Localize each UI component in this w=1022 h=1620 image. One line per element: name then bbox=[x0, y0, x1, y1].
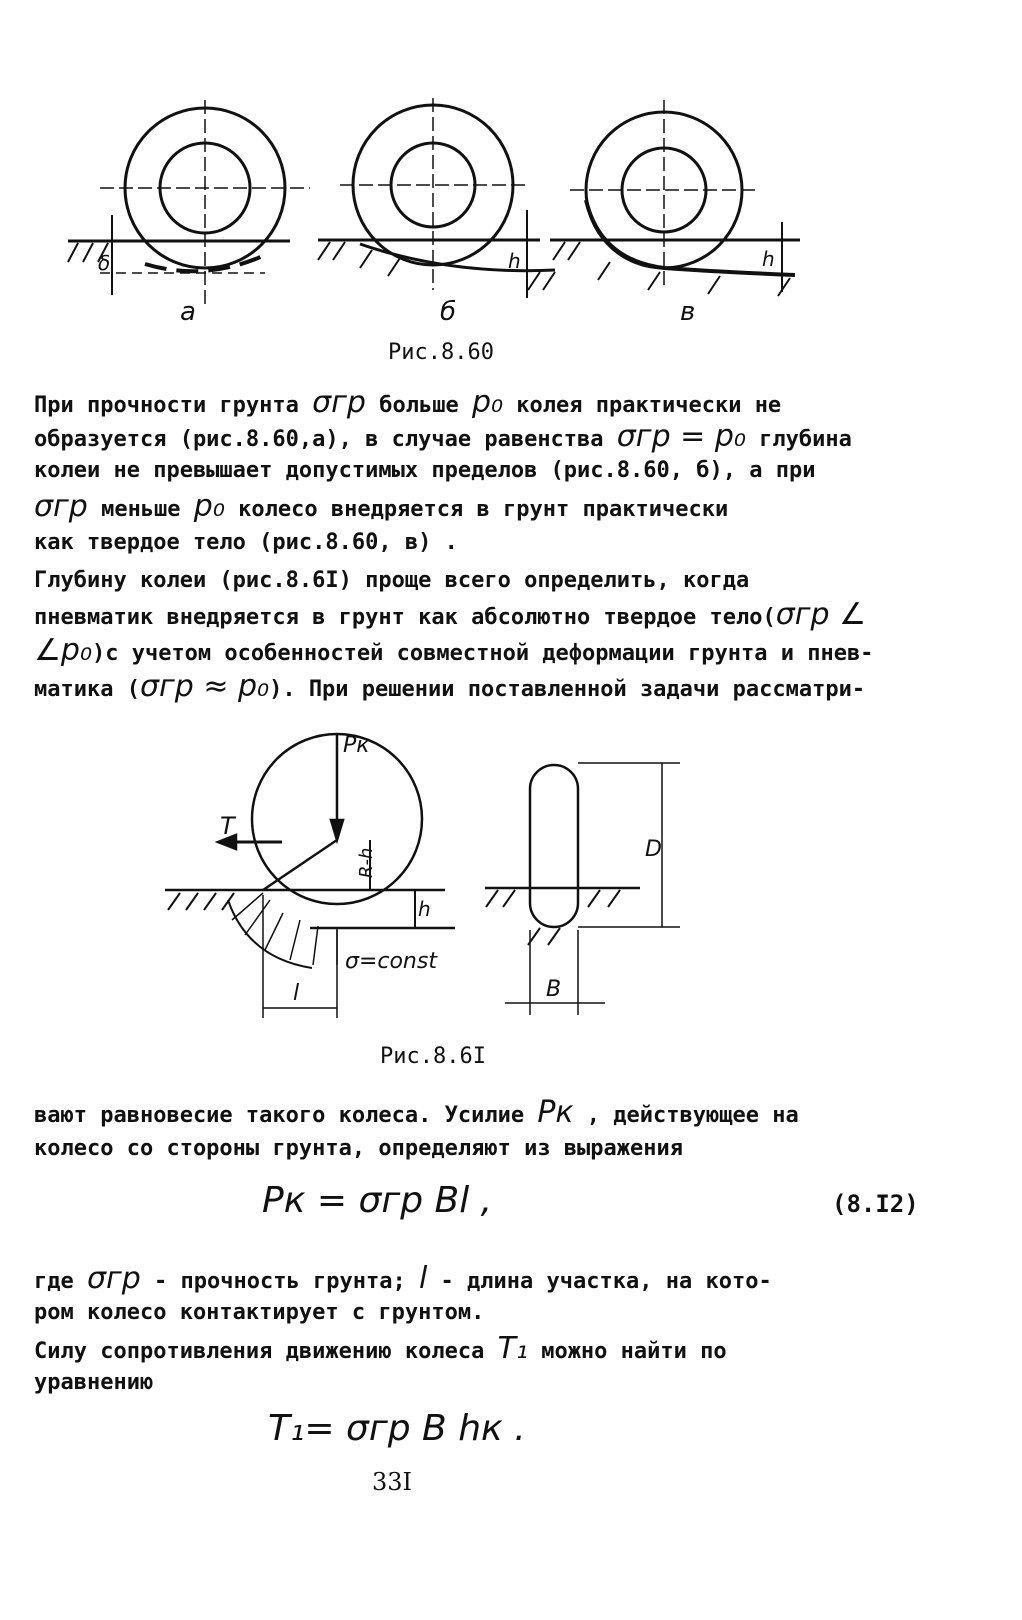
text-line: уравнению bbox=[34, 1370, 154, 1395]
page-number: 33I bbox=[372, 1468, 413, 1496]
text-line: пневматик внедряется в грунт как абсолютно твердое тело(σгр ∠ bbox=[34, 597, 866, 632]
handwritten-math: σгр bbox=[86, 1261, 141, 1296]
label-l: l bbox=[293, 981, 300, 1006]
label-v: в bbox=[680, 297, 696, 327]
text-line: Силу сопротивления движению колеса T₁ можно найти по bbox=[34, 1331, 727, 1366]
handwritten-math: σгр ∠ bbox=[775, 597, 866, 632]
text-line: Глубину колеи (рис.8.6I) проще всего определить, когда bbox=[34, 568, 750, 593]
text-line: образуется (рис.8.60,а), в случае равенства σгр = p₀ глубина bbox=[34, 419, 852, 454]
text-line: как твердое тело (рис.8.60, в) . bbox=[34, 530, 458, 555]
equation-number: (8.I2) bbox=[832, 1190, 919, 1218]
handwritten-math: T₁ bbox=[497, 1331, 528, 1366]
label-sigma-const: σ=const bbox=[345, 949, 437, 974]
label-b: б bbox=[440, 297, 457, 327]
equation-t1: T₁= σгр B hк . bbox=[268, 1408, 526, 1449]
label-d: D bbox=[645, 837, 662, 862]
text-line: где σгр - прочность грунта; l - длина участка, на кото- bbox=[34, 1261, 772, 1296]
wheel-front-view bbox=[485, 763, 680, 1015]
handwritten-math: σгр ≈ p₀ bbox=[139, 669, 270, 704]
label-delta: δ bbox=[98, 251, 111, 275]
text-line: колесо со стороны грунта, определяют из выражения bbox=[34, 1136, 684, 1161]
equation-8-12: Pк = σгр Bl , bbox=[262, 1180, 493, 1221]
handwritten-math: σгр = p₀ bbox=[616, 419, 746, 454]
text-line: ∠p₀)с учетом особенностей совместной деформации грунта и пнев- bbox=[34, 633, 874, 668]
text-line: матика (σгр ≈ p₀). При решении поставленной задачи рассматри- bbox=[34, 669, 866, 704]
handwritten-math: σгр bbox=[312, 385, 366, 420]
label-h-v: h bbox=[762, 247, 775, 271]
text-line: При прочности грунта σгр больше p₀ колея практически не bbox=[34, 385, 782, 420]
handwritten-math: l bbox=[418, 1261, 428, 1296]
text-line: вают равновесие такого колеса. Усилие Pк , действующее на bbox=[34, 1095, 799, 1130]
handwritten-math: σгр bbox=[34, 489, 88, 524]
figure-caption-8-61: Рис.8.6I bbox=[380, 1044, 486, 1069]
handwritten-math: p₀ bbox=[193, 489, 225, 524]
label-r-h: R-h bbox=[356, 847, 377, 878]
wheel-side-view bbox=[165, 734, 455, 1018]
label-h-b: h bbox=[508, 249, 521, 273]
text-line: ром колесо контактирует с грунтом. bbox=[34, 1300, 485, 1325]
handwritten-math: ∠p₀ bbox=[34, 633, 92, 668]
handwritten-math: Pк bbox=[537, 1095, 574, 1130]
figure-caption-8-60: Рис.8.60 bbox=[388, 340, 494, 365]
label-a: а bbox=[180, 297, 196, 327]
label-h: h bbox=[418, 897, 431, 921]
text-line: колеи не превышает допустимых пределов (рис.8.60, б), а при bbox=[34, 458, 816, 483]
figure-8-60 bbox=[0, 0, 1022, 340]
label-pk: Pк bbox=[343, 733, 370, 758]
handwritten-math: p₀ bbox=[471, 385, 504, 420]
text-line: σгр меньше p₀ колесо внедряется в грунт практически bbox=[34, 489, 729, 524]
label-b-width: B bbox=[546, 977, 562, 1002]
label-t: T bbox=[220, 812, 235, 840]
figure-8-61 bbox=[0, 720, 1022, 1040]
